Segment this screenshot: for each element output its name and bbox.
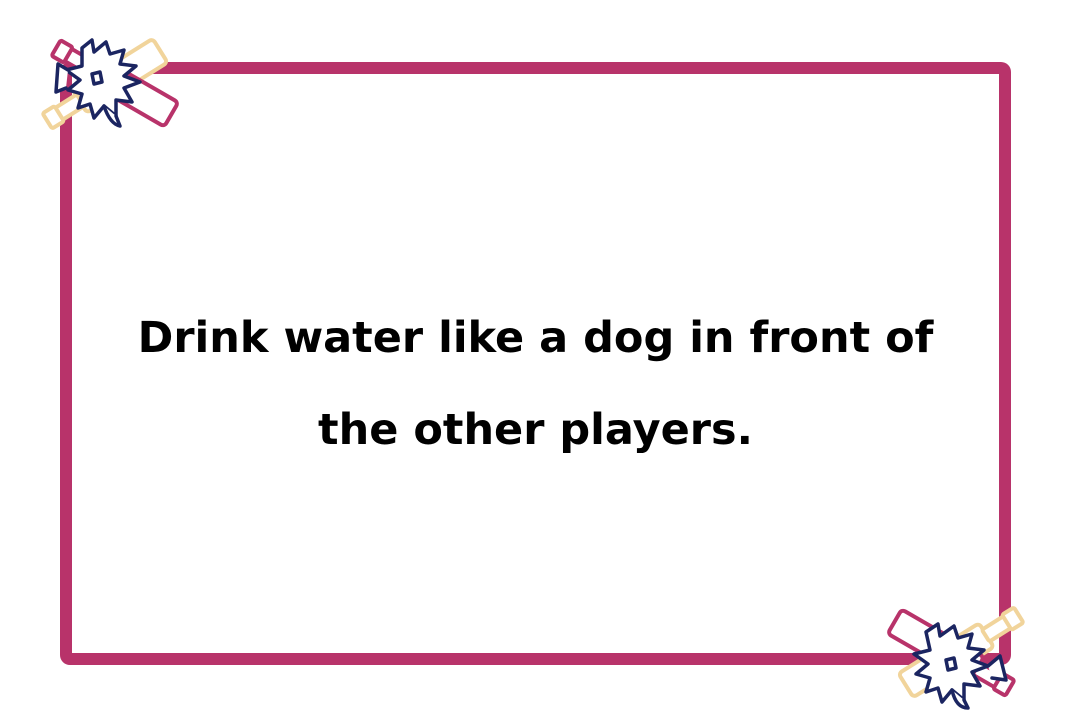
card-body [60,62,1011,665]
crossed-bottles-shout-icon [20,20,190,140]
card-prompt-text: Drink water like a dog in front of the other players. [137,312,934,455]
crossed-bottles-shout-icon [876,596,1046,716]
